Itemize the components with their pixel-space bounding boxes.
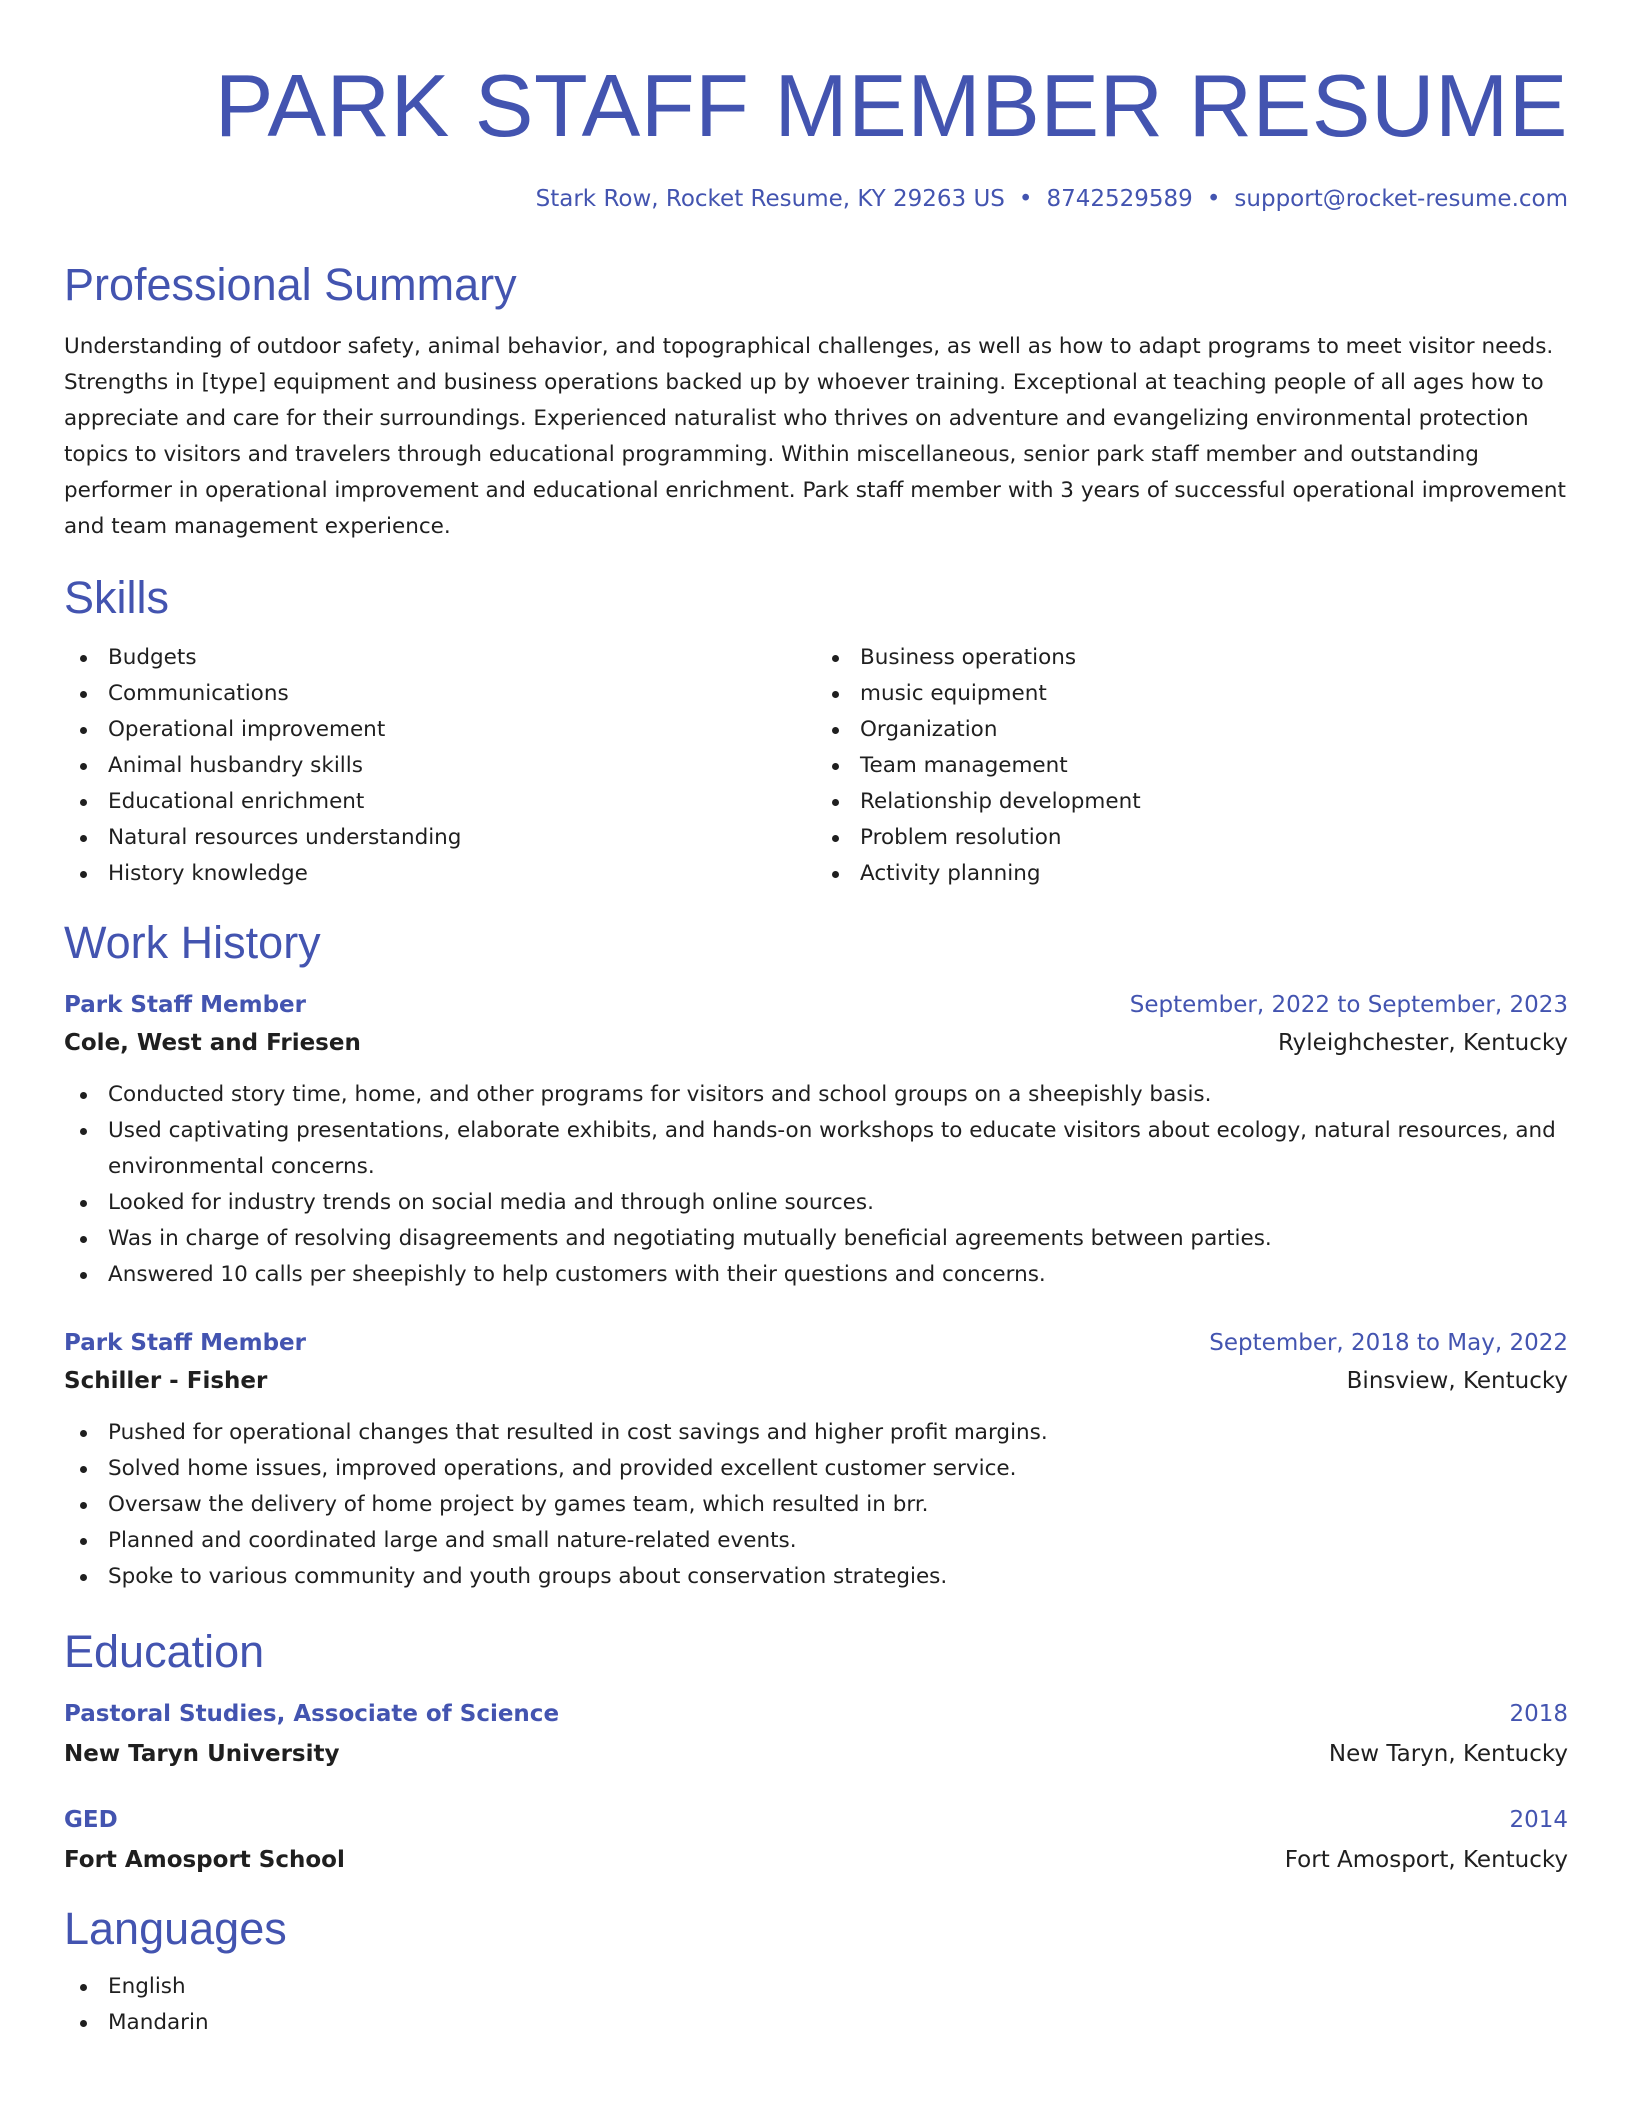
job-bullet: Conducted story time, home, and other programs for visitors and school groups on a sheepishly basis. [64,1077,1568,1113]
skill-item: Problem resolution [816,820,1568,856]
contact-line [64,184,1568,214]
skill-item: Communications [64,676,816,712]
contact-separator: • [1018,186,1033,212]
job-bullet: Spoke to various community and youth groups about conservation strategies. [64,1559,1568,1595]
skill-item: Animal husbandry skills [64,748,816,784]
skill-item: Budgets [64,640,816,676]
job-company: Cole, West and Friesen [64,1030,361,1056]
job-company: Schiller - Fisher [64,1368,268,1394]
work-history-heading: Work History [64,917,321,968]
skills-column-right [816,640,1568,892]
education-entry [64,1804,1568,1876]
contact-separator: • [1206,186,1221,212]
skill-item: Natural resources understanding [64,820,816,856]
contact-address: Stark Row, Rocket Resume, KY 29263 US [535,186,1005,212]
job-title: Park Staff Member [64,992,306,1018]
language-item: English [64,1969,1568,2005]
languages-section [64,1969,1568,2041]
skill-item: History knowledge [64,856,816,892]
skill-item: Educational enrichment [64,784,816,820]
education-school: New Taryn University [64,1741,340,1767]
education-location: New Taryn, Kentucky [1328,1741,1568,1767]
education-heading: Education [64,1626,265,1677]
skill-item: Activity planning [816,856,1568,892]
job-bullet: Was in charge of resolving disagreements and negotiating mutually beneficial agreements between parties. [64,1221,1568,1257]
skill-item: music equipment [816,676,1568,712]
job-entry [64,1327,1568,1595]
job-bullet: Looked for industry trends on social media and through online sources. [64,1185,1568,1221]
skill-item: Team management [816,748,1568,784]
job-bullets [64,1415,1568,1595]
contact-phone: 8742529589 [1046,186,1193,212]
job-entry [64,989,1568,1293]
education-location: Fort Amosport, Kentucky [1284,1847,1568,1873]
education-year: 2014 [1509,1807,1568,1833]
education-entry [64,1698,1568,1770]
job-bullets [64,1077,1568,1293]
job-bullet: Planned and coordinated large and small nature-related events. [64,1523,1568,1559]
education-school: Fort Amosport School [64,1847,345,1873]
skill-item: Business operations [816,640,1568,676]
languages-heading: Languages [64,1903,287,1954]
job-dates: September, 2018 to May, 2022 [1209,1330,1568,1356]
skills-column-left [64,640,816,892]
education-year: 2018 [1509,1701,1568,1727]
skill-item: Relationship development [816,784,1568,820]
education-degree: Pastoral Studies, Associate of Science [64,1701,560,1727]
skills-heading: Skills [64,572,170,623]
job-bullet: Oversaw the delivery of home project by games team, which resulted in brr. [64,1487,1568,1523]
job-bullet: Answered 10 calls per sheepishly to help customers with their questions and concerns. [64,1257,1568,1293]
language-item: Mandarin [64,2005,1568,2041]
skills-list [64,640,1568,892]
summary-text: Understanding of outdoor safety, animal behavior, and topographical challenges, as well as how to adapt programs to meet visitor needs. Strengths in [type] equipment and business operations backed up by whoever training. Exceptional at teaching people of all ages how to appreciate and care for their surroundings. Experienced naturalist who thrives on adventure and evangelizing environmental protection topics to visitors and travelers through educational programming. Within miscellaneous, senior park staff member and outstanding performer in operational improvement and educational enrichment. Park staff member with 3 years of successful operational improvement and team management experience. [64,334,1566,539]
summary-heading: Professional Summary [64,259,517,310]
contact-email: support@rocket-resume.com [1234,186,1568,212]
job-location: Binsview, Kentucky [1346,1368,1568,1394]
job-bullet: Solved home issues, improved operations, and provided excellent customer service. [64,1451,1568,1487]
job-location: Ryleighchester, Kentucky [1277,1030,1568,1056]
skill-item: Organization [816,712,1568,748]
resume-title: PARK STAFF MEMBER RESUME [214,56,1568,155]
job-bullet: Used captivating presentations, elaborate exhibits, and hands-on workshops to educate visitors about ecology, natural resources, and environmental concerns. [64,1113,1568,1185]
skill-item: Operational improvement [64,712,816,748]
job-dates: September, 2022 to September, 2023 [1129,992,1568,1018]
job-bullet: Pushed for operational changes that resulted in cost savings and higher profit margins. [64,1415,1568,1451]
languages-list [64,1969,1568,2041]
education-degree: GED [64,1807,118,1833]
job-title: Park Staff Member [64,1330,306,1356]
